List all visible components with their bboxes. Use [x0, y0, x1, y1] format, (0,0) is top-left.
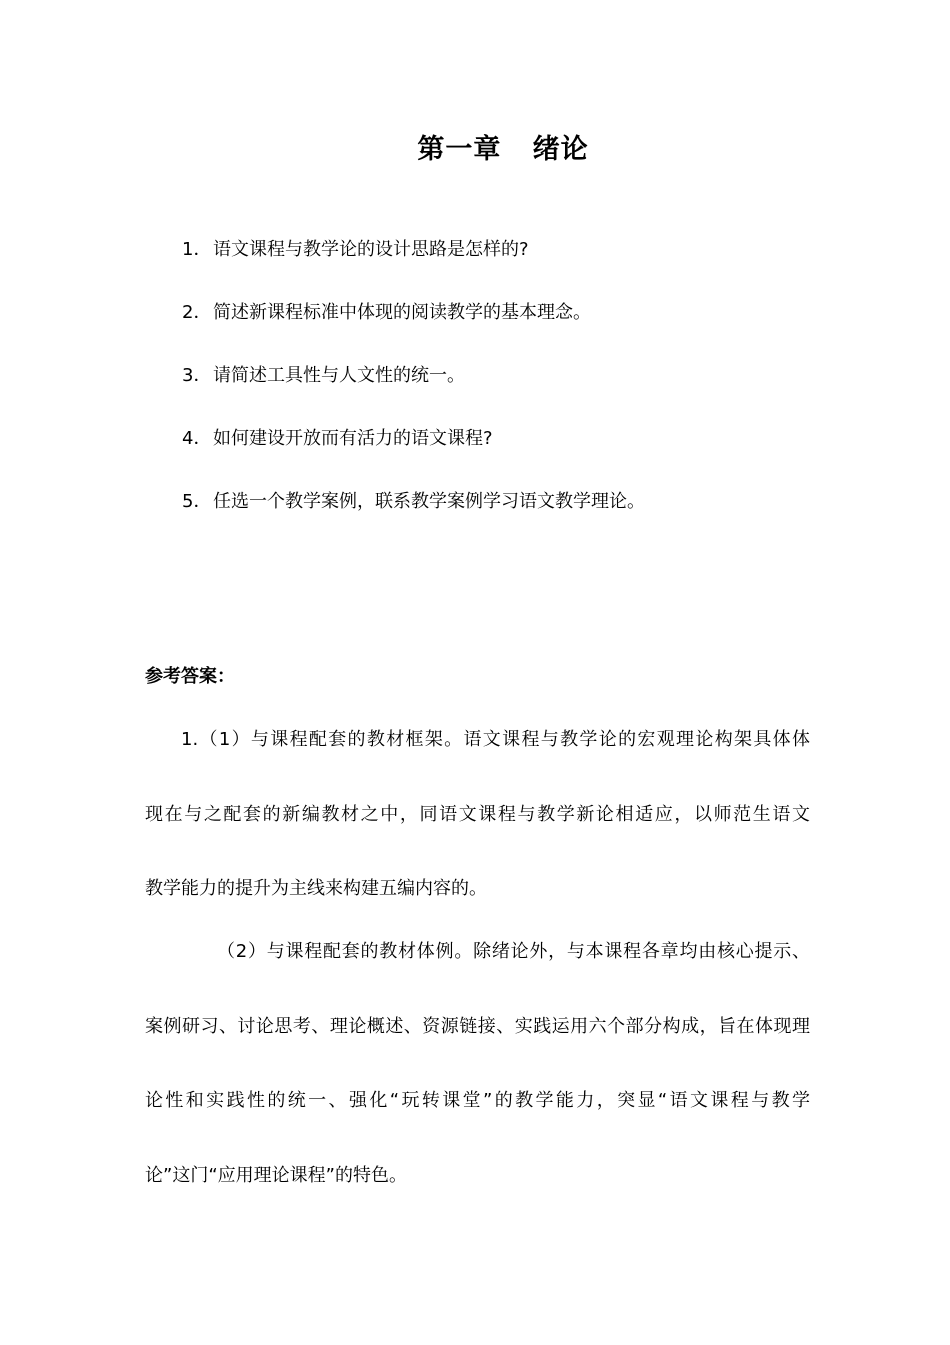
question-item: [182, 297, 862, 360]
question-list: [182, 234, 862, 549]
answer-paragraph-1: [145, 703, 810, 927]
question-item: [182, 234, 862, 297]
question-text: 简述新课程标准中体现的阅读教学的基本理念。: [213, 302, 591, 323]
question-text: 如何建设开放而有活力的语文课程?: [213, 428, 493, 449]
answer-line: 教学能力的提升为主线来构建五编内容的。: [145, 878, 487, 899]
answer-line: 论性和实践性的统一、强化“玩转课堂”的教学能力，突显“语文课程与教学: [145, 1090, 810, 1111]
question-text: 请简述工具性与人文性的统一。: [213, 365, 465, 386]
question-number: 3．: [182, 365, 212, 386]
question-number: 5．: [182, 491, 212, 512]
answer-paragraph-2: [145, 915, 810, 1213]
answer-line: 1.（1）与课程配套的教材框架。语文课程与教学论的宏观理论构架具体体: [181, 729, 810, 750]
question-item: [182, 360, 862, 423]
question-number: 1．: [182, 239, 212, 260]
answers-heading: 参考答案：: [145, 666, 235, 687]
question-number: 2．: [182, 302, 212, 323]
chapter-title: 第一章 绪论: [417, 134, 589, 165]
answer-line: （2）与课程配套的教材体例。除绪论外，与本课程各章均由核心提示、: [217, 941, 810, 962]
question-text: 语文课程与教学论的设计思路是怎样的?: [213, 239, 529, 260]
question-text: 任选一个教学案例，联系教学案例学习语文教学理论。: [213, 491, 645, 512]
answer-line: 案例研习、讨论思考、理论概述、资源链接、实践运用六个部分构成，旨在体现理: [145, 1015, 810, 1037]
answer-line: 论”这门“应用理论课程”的特色。: [145, 1164, 407, 1186]
answer-line: 现在与之配套的新编教材之中，同语文课程与教学新论相适应，以师范生语文: [145, 803, 810, 825]
question-item: [182, 486, 862, 549]
question-number: 4．: [182, 428, 212, 449]
question-item: [182, 423, 862, 486]
